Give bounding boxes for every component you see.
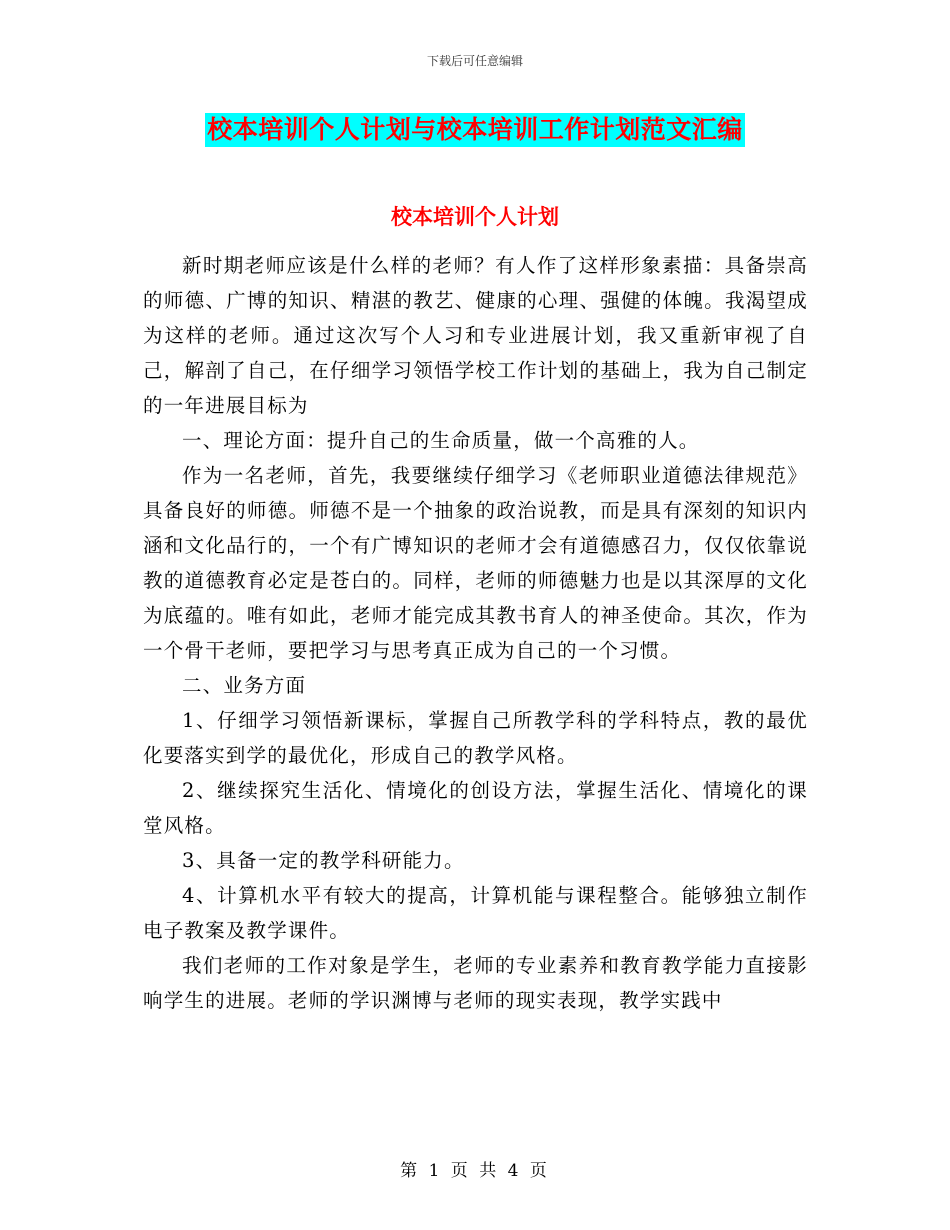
paragraph: 作为一名老师，首先，我要继续仔细学习《老师职业道德法律规范》具备良好的师德。师德不是一个抽象的政治说教，而是具有深刻的知识内涵和文化品行的，一个有广博知识的老师才会有道德感召力，仅仅依靠说教的道德教育必定是苍白的。同样，老师的师德魅力也是以其深厚的文化为底蕴的。唯有如此，老师才能完成其教书育人的神圣使命。其次，作为一个骨干老师，要把学习与思考真正成为自己的一个习惯。 bbox=[143, 464, 808, 662]
paragraph: 我们老师的工作对象是学生，老师的专业素养和教育教学能力直接影响学生的进展。老师的学识渊博与老师的现实表现，教学实践中 bbox=[143, 954, 808, 1012]
paragraph: 2、继续探究生活化、情境化的创设方法，掌握生活化、情境化的课堂风格。 bbox=[143, 779, 808, 837]
page-header-note: 下载后可任意编辑 bbox=[426, 54, 523, 68]
document-title-container bbox=[0, 113, 950, 147]
section-title: 校本培训个人计划 bbox=[391, 205, 559, 229]
paragraph: 1、仔细学习领悟新课标，掌握自己所教学科的学科特点，教的最优化要落实到学的最优化，形成自己的教学风格。 bbox=[143, 709, 808, 767]
paragraph: 新时期老师应该是什么样的老师？有人作了这样形象素描：具备崇高的师德、广博的知识、精湛的教艺、健康的心理、强健的体魄。我渴望成为这样的老师。通过这次写个人习和专业进展计划，我又重新审视了自己，解剖了自己，在仔细学习领悟学校工作计划的基础上，我为自己制定的一年进展目标为 bbox=[143, 254, 808, 417]
document-title: 校本培训个人计划与校本培训工作计划范文汇编 bbox=[205, 113, 745, 147]
paragraph: 4、计算机水平有较大的提高，计算机能与课程整合。能够独立制作电子教案及教学课件。 bbox=[143, 884, 808, 942]
paragraph: 二、业务方面 bbox=[182, 674, 307, 697]
document-body bbox=[143, 248, 808, 1018]
paragraph: 一、理论方面：提升自己的生命质量，做一个高雅的人。 bbox=[182, 429, 700, 452]
paragraph: 3、具备一定的教学科研能力。 bbox=[182, 849, 465, 872]
page-footer: 第 1 页 共 4 页 bbox=[400, 1161, 550, 1181]
